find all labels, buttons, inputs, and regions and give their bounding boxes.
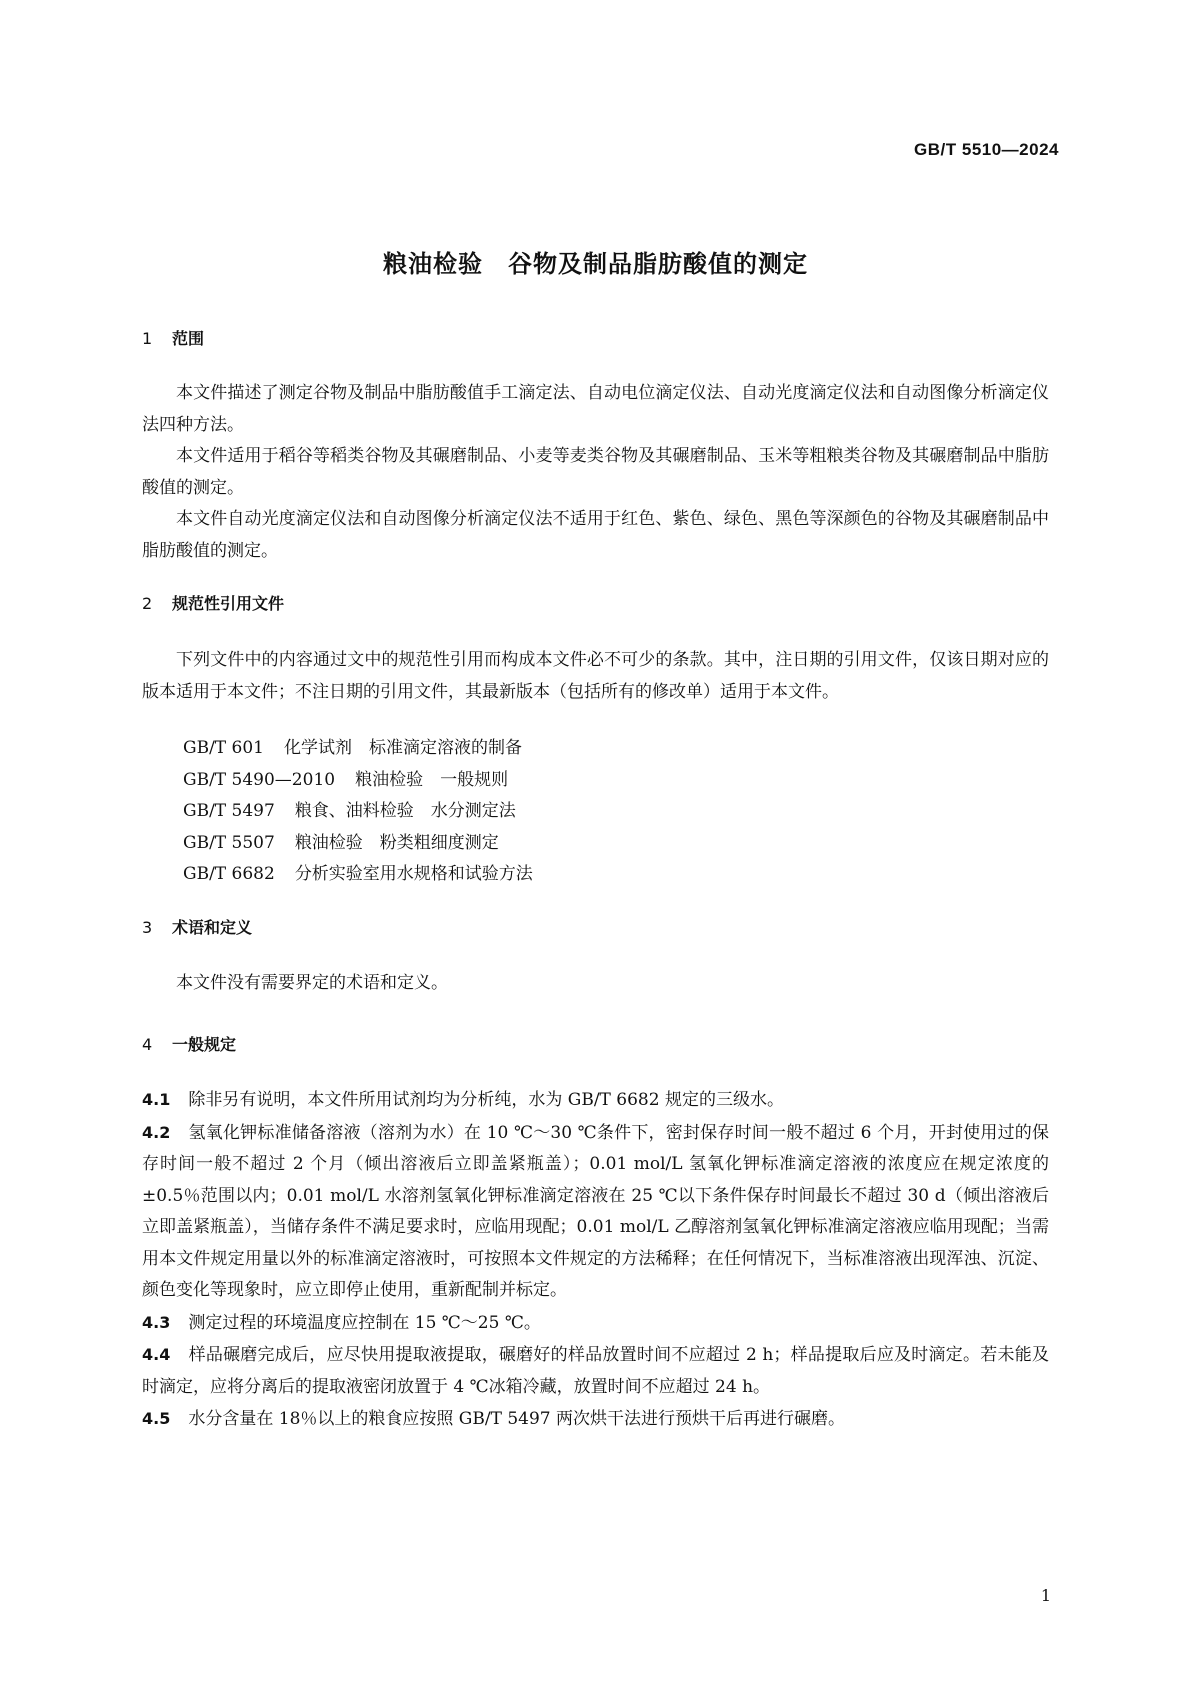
reference-code: GB/T 5497 <box>183 801 275 821</box>
clause-number: 4.5 <box>142 1409 171 1428</box>
section-number: 1 <box>142 329 153 348</box>
section-title: 术语和定义 <box>172 918 253 937</box>
section-number: 4 <box>142 1035 153 1054</box>
clause-number: 4.4 <box>142 1345 171 1364</box>
reference-item <box>183 828 533 860</box>
reference-list <box>183 733 533 891</box>
clause-4-2 <box>142 1117 1049 1307</box>
section-heading-normative-references <box>142 591 284 614</box>
clause-text: 除非另有说明，本文件所用试剂均为分析纯，水为 GB/T 6682 规定的三级水。 <box>188 1090 784 1110</box>
clause-number: 4.3 <box>142 1312 171 1332</box>
section-number: 3 <box>142 918 153 937</box>
reference-code: GB/T 5507 <box>183 832 275 853</box>
section-body-terms-definitions <box>142 968 1049 1000</box>
clause-4-1 <box>142 1084 1049 1117</box>
paragraph: 下列文件中的内容通过文中的规范性引用而构成本文件必不可少的条款。其中，注日期的引用文件，仅该日期对应的版本适用于本文件；不注日期的引用文件，其最新版本（包括所有的修改单）适用于本文件。 <box>142 650 1049 702</box>
reference-title: 分析实验室用水规格和试验方法 <box>294 864 533 884</box>
section-body-general-provisions <box>142 1084 1049 1436</box>
paragraph: 本文件自动光度滴定仪法和自动图像分析滴定仪法不适用于红色、紫色、绿色、黑色等深颜色的谷物及其碾磨制品中脂肪酸值的测定。 <box>142 509 1049 561</box>
section-number: 2 <box>142 594 153 613</box>
reference-title: 化学试剂 标准滴定溶液的制备 <box>284 738 522 758</box>
reference-title: 粮食、油料检验 水分测定法 <box>294 801 516 821</box>
section-heading-general-provisions <box>142 1032 236 1055</box>
clause-number: 4.1 <box>142 1090 171 1109</box>
reference-title: 粮油检验 一般规则 <box>355 769 509 790</box>
reference-item <box>183 765 533 797</box>
section-title: 规范性引用文件 <box>172 594 285 613</box>
clause-text: 样品碾磨完成后，应尽快用提取液提取，碾磨好的样品放置时间不应超过 2 h；样品提取后应及时滴定。若未能及时滴定，应将分离后的提取液密闭放置于 4 ℃冰箱冷藏，放置时间不应超过 24 h。 <box>142 1345 1049 1397</box>
reference-code: GB/T 6682 <box>183 864 275 884</box>
clause-number: 4.2 <box>142 1122 171 1142</box>
clause-4-5 <box>142 1403 1049 1436</box>
clause-4-4 <box>142 1339 1049 1403</box>
reference-item <box>183 859 533 891</box>
reference-title: 粮油检验 粉类粗细度测定 <box>294 832 499 853</box>
paragraph: 本文件适用于稻谷等稻类谷物及其碾磨制品、小麦等麦类谷物及其碾磨制品、玉米等粗粮类谷物及其碾磨制品中脂肪酸值的测定。 <box>142 446 1049 498</box>
section-body-normative-references <box>142 645 1049 708</box>
clause-text: 氢氧化钾标准储备溶液（溶剂为水）在 10 ℃～30 ℃条件下，密封保存时间一般不超过 6 个月，开封使用过的保存时间一般不超过 2 个月（倾出溶液后立即盖紧瓶盖）；0.01 mol/L 氢氧化钾标准滴定溶液的浓度应在规定浓度的±0.5％范围以内；0.01 mol/L 水溶剂氢氧化钾标准滴定溶液在 25 ℃以下条件保存时间最长不超过 30 d（倾出溶液后立即盖紧瓶盖），当储存条件不满足要求时，应临用现配；0.01 mol/L 乙醇溶剂氢氧化钾标准滴定溶液应临用现配；当需用本文件规定用量以外的标准滴定溶液时，可按照本文件规定的方法稀释；在任何情况下，当标准溶液出现浑浊、沉淀、颜色变化等现象时，应立即停止使用，重新配制并标定。 <box>142 1122 1049 1300</box>
paragraph: 本文件没有需要界定的术语和定义。 <box>176 973 448 993</box>
section-title: 一般规定 <box>172 1035 237 1054</box>
section-body-scope <box>142 378 1049 567</box>
page-number: 1 <box>1040 1586 1051 1605</box>
section-title: 范围 <box>172 329 205 348</box>
clause-text: 水分含量在 18％以上的粮食应按照 GB/T 5497 两次烘干法进行预烘干后再进行碾磨。 <box>188 1409 845 1429</box>
clause-4-3 <box>142 1307 1049 1340</box>
section-heading-terms-definitions <box>142 915 252 938</box>
reference-item <box>183 733 533 765</box>
paragraph: 本文件描述了测定谷物及制品中脂肪酸值手工滴定法、自动电位滴定仪法、自动光度滴定仪法和自动图像分析滴定仪法四种方法。 <box>142 383 1049 435</box>
reference-item <box>183 796 533 828</box>
document-title: 粮油检验 谷物及制品脂肪酸值的测定 <box>383 250 808 278</box>
standard-code: GB/T 5510—2024 <box>914 140 1059 159</box>
clause-text: 测定过程的环境温度应控制在 15 ℃～25 ℃。 <box>188 1312 541 1333</box>
reference-code: GB/T 5490—2010 <box>183 769 336 790</box>
reference-code: GB/T 601 <box>183 738 264 758</box>
section-heading-scope <box>142 326 204 349</box>
